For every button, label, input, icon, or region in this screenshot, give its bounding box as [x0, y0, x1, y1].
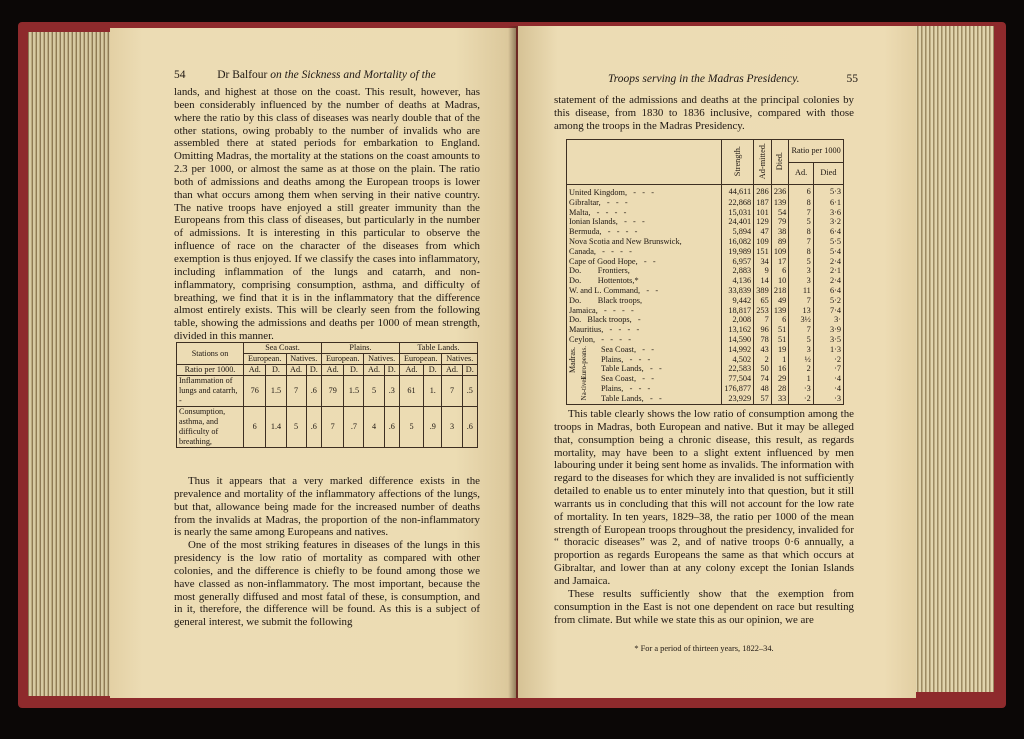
- row-label: Mauritius, - - - -: [567, 325, 722, 335]
- europeans-label: Euro-peans.: [580, 345, 588, 380]
- table-row: [567, 237, 844, 247]
- ad-header: Ad.: [286, 365, 306, 376]
- table-cell: 1.5: [344, 376, 364, 407]
- table-cell: 77,504: [722, 374, 754, 384]
- row-label: Table Lands, - -: [601, 364, 662, 374]
- table-cell: 57: [754, 394, 772, 404]
- table-cell: 129: [754, 217, 772, 227]
- right-page-edges: [910, 26, 994, 692]
- table-row: [567, 257, 844, 267]
- table-cell: 19: [771, 345, 789, 355]
- consumption-table: [566, 139, 844, 405]
- row-label: Consumption, asthma, and difficulty of breathing,: [177, 407, 244, 448]
- table-cell: 8: [789, 227, 814, 237]
- subgroup-header: Natives.: [442, 354, 478, 365]
- right-running-title: Troops serving in the Madras Presidency.: [608, 73, 800, 85]
- table-cell: 7: [789, 325, 814, 335]
- table-row: [567, 345, 844, 355]
- table-cell: 14,992: [722, 345, 754, 355]
- table-cell: 109: [771, 247, 789, 257]
- table-cell: 1: [789, 374, 814, 384]
- left-text-top: [174, 86, 480, 343]
- table-cell: 7·4: [813, 306, 843, 316]
- table-row: [567, 208, 844, 218]
- d-header: D.: [384, 365, 399, 376]
- madras-label: Madras.: [568, 346, 577, 373]
- table-cell: 10: [771, 276, 789, 286]
- table-cell: 2·4: [813, 257, 843, 267]
- table-cell: 13: [789, 306, 814, 316]
- table-cell: 3: [442, 407, 462, 448]
- table-cell: 14,590: [722, 335, 754, 345]
- table-cell: 48: [754, 384, 772, 394]
- table-cell: 6·4: [813, 286, 843, 296]
- footnote: * For a period of thirteen years, 1822–34.: [634, 644, 774, 653]
- ad-header: Ad.: [442, 365, 462, 376]
- paragraph: Thus it appears that a very marked difference exists in the prevalence and mortality of the inflammatory affections of the lungs, but that, allowance being made for the increased number of deaths from the invalids at Madras, the proportion of the non-inflammatory is nearly the same among Europeans and natives.: [174, 475, 480, 539]
- row-label: Do. Hottentots,*: [567, 276, 722, 286]
- table-cell: 7: [789, 237, 814, 247]
- table-cell: 11: [789, 286, 814, 296]
- table-cell: 17: [771, 257, 789, 267]
- table-cell: 389: [754, 286, 772, 296]
- table-cell: 51: [771, 325, 789, 335]
- table-cell: 49: [771, 296, 789, 306]
- table-cell: 33,839: [722, 286, 754, 296]
- table-row: [567, 198, 844, 208]
- table-cell: 76: [244, 376, 266, 407]
- row-label: Plains, - - -: [601, 354, 651, 364]
- table-cell: 3: [789, 266, 814, 276]
- table-cell: 13,162: [722, 325, 754, 335]
- d-header: D.: [424, 365, 442, 376]
- right-intro: [554, 94, 854, 133]
- table-cell: ·4: [813, 374, 843, 384]
- subgroup-header: European.: [321, 354, 364, 365]
- row-label: United Kingdom, - - -: [567, 185, 722, 198]
- table-cell: 3·9: [813, 325, 843, 335]
- table-row: [567, 355, 844, 365]
- table-cell: ·4: [813, 384, 843, 394]
- left-page-edges: [28, 32, 118, 696]
- row-label: Plains, - - -: [601, 383, 651, 393]
- table-cell: 1·3: [813, 345, 843, 355]
- ad-header: Ad.: [244, 365, 266, 376]
- table-cell: 9,442: [722, 296, 754, 306]
- d-header: D.: [462, 365, 477, 376]
- table-cell: 3: [789, 276, 814, 286]
- table-row: [567, 266, 844, 276]
- table-cell: 3½: [789, 315, 814, 325]
- colony-rows: [567, 185, 844, 405]
- table-row: [567, 374, 844, 384]
- table-cell: 8: [789, 198, 814, 208]
- table-cell: 109: [754, 237, 772, 247]
- table-cell: 176,877: [722, 384, 754, 394]
- table-cell: .6: [384, 407, 399, 448]
- stations-on-header: Stations on: [177, 343, 244, 365]
- table-cell: .9: [424, 407, 442, 448]
- table-cell: 79: [321, 376, 343, 407]
- subgroup-header: Natives.: [364, 354, 399, 365]
- table-cell: 15,031: [722, 208, 754, 218]
- table-row: [567, 394, 844, 404]
- died-header: Died.: [771, 140, 789, 185]
- d-header: D.: [306, 365, 321, 376]
- paragraph: These results sufficiently show that the exemption from consumption in the East is not one dependent on race but resulting from climate. But while we state this as our opinion, we are: [554, 587, 854, 626]
- ad-header: Ad.: [364, 365, 384, 376]
- d-header: D.: [266, 365, 286, 376]
- table-cell: 18,817: [722, 306, 754, 316]
- table-cell: 253: [754, 306, 772, 316]
- table-cell: 78: [754, 335, 772, 345]
- table-cell: 187: [754, 198, 772, 208]
- natives-label: Na-tives.: [580, 375, 588, 401]
- table-cell: 7: [789, 208, 814, 218]
- table-cell: 74: [754, 374, 772, 384]
- table-cell: 4,136: [722, 276, 754, 286]
- subgroup-header: Natives.: [286, 354, 321, 365]
- row-label: Malta, - - - -: [567, 208, 722, 218]
- table-cell: 1.5: [266, 376, 286, 407]
- subgroup-header: European.: [244, 354, 287, 365]
- table-cell: 43: [754, 345, 772, 355]
- table-cell: 2·1: [813, 266, 843, 276]
- row-label: Sea Coast, - -: [601, 344, 654, 354]
- row-label: Inflammation of lungs and catarrh, -: [177, 376, 244, 407]
- ad-header: Ad.: [321, 365, 343, 376]
- table-cell: 9: [754, 266, 772, 276]
- table-cell: 2,883: [722, 266, 754, 276]
- ratio-header: Ratio per 1000.: [177, 365, 244, 376]
- paragraph: lands, and highest at those on the coast. This result, however, has been considerably influenced by the number of deaths at Madras, where the ratio by this class of diseases was nearly double that of the other stations, owing probably to the number of invalids who are assembled there at stated periods for embarkation to England. Omitting Madras, the mortality at the stations on the coast amounts to 2.3 per 1000, or almost the same as at those on the plain. The ratio both of admissions and deaths among the European troops is lower than what occurs among them when serving in their native country. The native troops have enjoyed a still greater immunity than the Europeans from this class of diseases, but particularly in the number of admissions. It is interesting in this particular to observe the influence of race on the character of the diseases from which exemption is thus enjoyed. If we classify the cases into inflammatory, including inflammation of the lungs and catarrh, and non-inflammatory, comprising consumption, asthma, and difficulty of breathing, we find that it is in the inflammatory that the difference almost entirely exists. This will be clearly seen from the following table, showing the admissions and deaths per 1000 of mean strength, divided in this manner.: [174, 86, 480, 343]
- table-cell: 5: [789, 257, 814, 267]
- table-cell: 7: [754, 315, 772, 325]
- table-cell: ·2: [789, 394, 814, 404]
- table-cell: 28: [771, 384, 789, 394]
- table-cell: 6·1: [813, 198, 843, 208]
- table-cell: ·3: [789, 384, 814, 394]
- table-cell: 286: [754, 185, 772, 198]
- table-cell: .3: [384, 376, 399, 407]
- table-cell: 38: [771, 227, 789, 237]
- row-label: Bermuda, - - - -: [567, 227, 722, 237]
- table-cell: 5·4: [813, 247, 843, 257]
- table-cell: 29: [771, 374, 789, 384]
- table-cell: 79: [771, 217, 789, 227]
- admitted-header: Ad-mitted.: [754, 140, 772, 185]
- ratio-header: Ratio per 1000: [789, 140, 844, 163]
- table-row: [567, 217, 844, 227]
- madras-row-label-cell: [567, 384, 722, 394]
- table-cell: 65: [754, 296, 772, 306]
- table-cell: 5: [286, 407, 306, 448]
- row-label: Do. Black troops, -: [567, 315, 722, 325]
- table-cell: 51: [771, 335, 789, 345]
- table-cell: 4,502: [722, 355, 754, 365]
- table-cell: 2·4: [813, 276, 843, 286]
- paragraph: statement of the admissions and deaths at the principal colonies by this disease, from 1830 to 1836 inclusive, compared with those among the troops in the Madras Presidency.: [554, 94, 854, 132]
- table-cell: 16: [771, 364, 789, 374]
- table-cell: 5: [789, 217, 814, 227]
- table-cell: 44,611: [722, 185, 754, 198]
- madras-row-label-cell: [567, 355, 722, 365]
- table-cell: 3·: [813, 315, 843, 325]
- table-cell: 6: [789, 185, 814, 198]
- inflammation-table: [176, 342, 478, 448]
- table-cell: ·7: [813, 364, 843, 374]
- strength-header: Strength.: [722, 140, 754, 185]
- table-cell: 16,082: [722, 237, 754, 247]
- table-row: [567, 276, 844, 286]
- table-cell: 61: [399, 376, 423, 407]
- table-row: [567, 286, 844, 296]
- table-cell: 1.: [424, 376, 442, 407]
- left-running-head: [174, 68, 436, 82]
- table-cell: 2,008: [722, 315, 754, 325]
- table-cell: 6: [244, 407, 266, 448]
- table-cell: 19,989: [722, 247, 754, 257]
- table-cell: 22,583: [722, 364, 754, 374]
- row-label: Jamaica, - - - -: [567, 306, 722, 316]
- table-cell: 8: [789, 247, 814, 257]
- table-row: [567, 315, 844, 325]
- table-cell: 54: [771, 208, 789, 218]
- table-cell: 7: [321, 407, 343, 448]
- table-cell: 5: [364, 376, 384, 407]
- table-cell: .5: [462, 376, 477, 407]
- row-label: W. and L. Command, - -: [567, 286, 722, 296]
- table-cell: 236: [771, 185, 789, 198]
- left-running-title: on the Sickness and Mortality of the: [270, 69, 436, 81]
- row-label: Table Lands, - -: [601, 393, 662, 403]
- row-label: Do. Frontiers,: [567, 266, 722, 276]
- table-cell: .6: [306, 376, 321, 407]
- table-cell: 89: [771, 237, 789, 247]
- table-cell: 24,401: [722, 217, 754, 227]
- group-header-sea-coast: Sea Coast.: [244, 343, 322, 354]
- row-label: Ceylon, - - - -: [567, 335, 722, 345]
- table-cell: 3·6: [813, 208, 843, 218]
- table-cell: 101: [754, 208, 772, 218]
- table-cell: 14: [754, 276, 772, 286]
- table-cell: 218: [771, 286, 789, 296]
- table-cell: 2: [754, 355, 772, 365]
- ratio-died-header: Died: [813, 162, 843, 185]
- subgroup-header: European.: [399, 354, 442, 365]
- blank-header: [567, 140, 722, 185]
- d-header: D.: [344, 365, 364, 376]
- paragraph: This table clearly shows the low ratio of consumption among the troops in Madras, both European and native. But it may be alleged that, consumption being a chronic disease, this result, as regards mortality, may have been to a slight extent influenced by men labouring under it being sent home as invalids. The information with regard to the diseases for which they are invalided is not sufficiently detailed to enable us to enter minutely into that question, but it still warrants us in concluding that this will not account for the low rate of mortality. In ten years, 1829–38, the ratio per 1000 of the mean strength of European troops throughout the presidency, invalided for “ thoracic diseases” was 2, and of native troops 0·6 annually, a proportion as regards Europeans the same as that which occurs at Gibraltar, and lower than at any colony except the Ionian Islands and Jamaica.: [554, 408, 854, 587]
- table-cell: 6·4: [813, 227, 843, 237]
- table-cell: 151: [754, 247, 772, 257]
- table-cell: 7: [442, 376, 462, 407]
- row-label: Do. Black troops,: [567, 296, 722, 306]
- table-row: [567, 364, 844, 374]
- table-cell: 6: [771, 315, 789, 325]
- table-cell: 3: [789, 345, 814, 355]
- table-cell: 47: [754, 227, 772, 237]
- table-cell: 22,868: [722, 198, 754, 208]
- group-header-plains: Plains.: [321, 343, 399, 354]
- table-cell: ·3: [813, 394, 843, 404]
- table-cell: 96: [754, 325, 772, 335]
- row-label: Cape of Good Hope, - -: [567, 257, 722, 267]
- table-row: [567, 247, 844, 257]
- table-cell: 5·3: [813, 185, 843, 198]
- running-author: Dr Balfour: [217, 69, 268, 81]
- row-label: Sea Coast, - -: [601, 374, 654, 384]
- table-cell: 3·2: [813, 217, 843, 227]
- table-cell: 5: [399, 407, 423, 448]
- right-page: [518, 26, 916, 698]
- table-cell: 1.4: [266, 407, 286, 448]
- group-header-table-lands: Table Lands.: [399, 343, 477, 354]
- table-cell: 6,957: [722, 257, 754, 267]
- table-cell: .6: [462, 407, 477, 448]
- table-cell: .7: [344, 407, 364, 448]
- paragraph: One of the most striking features in diseases of the lungs in this presidency is the low ratio of mortality as compared with other colonies, and the difference is chiefly to be found among those we have classed as non-inflammatory. The most important, because the most generally diffused and most fatal of these, is consumption, and in it, therefore, the difference will be found. As this is a subject of general interest, we submit the following: [174, 539, 480, 629]
- table-row: [567, 384, 844, 394]
- madras-row-label-cell: [567, 364, 722, 374]
- table-cell: 6: [771, 266, 789, 276]
- table-cell: 7: [286, 376, 306, 407]
- table-row: [567, 335, 844, 345]
- right-text: [554, 408, 854, 626]
- left-page-number: 54: [174, 69, 186, 81]
- table-cell: ·2: [813, 355, 843, 365]
- table-row: [567, 296, 844, 306]
- table-row: [567, 306, 844, 316]
- table-cell: 1: [771, 355, 789, 365]
- table-cell: 5,894: [722, 227, 754, 237]
- table-cell: 4: [364, 407, 384, 448]
- table-cell: 7: [789, 296, 814, 306]
- table-cell: .6: [306, 407, 321, 448]
- right-running-head: [608, 72, 858, 86]
- table-cell: 50: [754, 364, 772, 374]
- table-cell: 139: [771, 198, 789, 208]
- table-row: [567, 227, 844, 237]
- left-page: [110, 28, 516, 698]
- table-cell: 5: [789, 335, 814, 345]
- table-cell: 34: [754, 257, 772, 267]
- right-page-number: 55: [846, 73, 858, 85]
- table-cell: 139: [771, 306, 789, 316]
- ratio-ad-header: Ad.: [789, 162, 814, 185]
- madras-row-label-cell: [567, 394, 722, 404]
- table-cell: 33: [771, 394, 789, 404]
- ad-header: Ad.: [399, 365, 423, 376]
- table-row: [567, 325, 844, 335]
- row-label: Canada, - - - -: [567, 247, 722, 257]
- table-cell: 5·2: [813, 296, 843, 306]
- row-label: Gibraltar, - - -: [567, 198, 722, 208]
- table-cell: 3·5: [813, 335, 843, 345]
- table-cell: ½: [789, 355, 814, 365]
- table-cell: 23,929: [722, 394, 754, 404]
- table-cell: 2: [789, 364, 814, 374]
- row-label: Nova Scotia and New Brunswick,: [567, 237, 722, 247]
- table-cell: 5·5: [813, 237, 843, 247]
- left-text-bottom: [174, 475, 480, 629]
- table-row: [567, 185, 844, 198]
- row-label: Ionian Islands, - - -: [567, 217, 722, 227]
